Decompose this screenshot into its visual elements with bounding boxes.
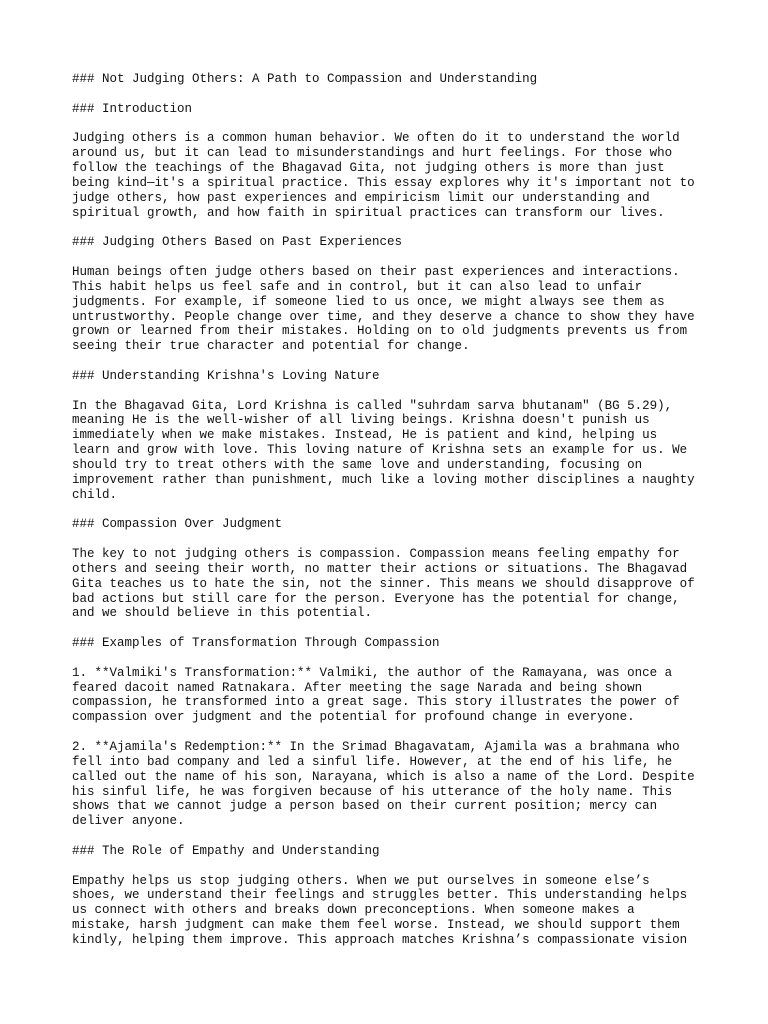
text-line: untrustworthy. People change over time, and they deserve a chance to show they have: [72, 309, 695, 324]
section-heading: [72, 102, 712, 117]
text-line: his sinful life, he was forgiven because of his utterance of the holy name. This: [72, 784, 673, 799]
text-line: being kind—it's a spiritual practice. This essay explores why it's important not to: [72, 175, 695, 190]
text-line: mistake, harsh judgment can make them feel worse. Instead, we should support them: [72, 918, 680, 933]
paragraph: [72, 666, 712, 725]
text-line: feared dacoit named Ratnakara. After meeting the sage Narada and being shown: [72, 680, 643, 695]
text-line: compassion over judgment and the potential for profound change in everyone.: [72, 710, 635, 725]
text-line: Judging others is a common human behavior. We often do it to understand the world: [72, 131, 680, 146]
text-line: The key to not judging others is compassion. Compassion means feeling empathy for: [72, 547, 680, 561]
text-line: immediately when we make mistakes. Instead, He is patient and kind, helping us: [72, 428, 658, 443]
paragraph: [72, 131, 712, 220]
section-heading: [72, 517, 712, 532]
paragraph: [72, 547, 712, 621]
text-line: and we should believe in this potential.: [72, 606, 373, 621]
section-heading: [72, 235, 712, 250]
text-line: should try to treat others with the same love and understanding, focusing on: [72, 457, 643, 472]
text-line: compassion, he transformed into a great sage. This story illustrates the power of: [72, 695, 680, 710]
text-line: ### Introduction: [72, 101, 193, 116]
text-line: called out the name of his son, Narayana, which is also a name of the Lord. Despite: [72, 769, 695, 784]
text-line: deliver anyone.: [72, 814, 185, 829]
text-line: Empathy helps us stop judging others. When we put ourselves in someone else’s: [72, 873, 650, 888]
text-line: kindly, helping them improve. This approach matches Krishna’s compassionate vision: [72, 932, 688, 947]
text-line: ### The Role of Empathy and Understanding: [72, 843, 380, 858]
text-line: follow the teachings of the Bhagavad Gita, not judging others is more than just: [72, 161, 665, 176]
text-line: meaning He is the well-wisher of all living beings. Krishna doesn't punish us: [72, 413, 650, 428]
text-line: others and seeing their worth, no matter their actions or situations. The Bhagavad: [72, 561, 688, 576]
text-line: shows that we cannot judge a person based on their current position; mercy can: [72, 799, 658, 814]
paragraph: [72, 740, 712, 829]
text-line: bad actions but still care for the person. Everyone has the potential for change,: [72, 591, 680, 606]
section-heading: [72, 72, 712, 87]
text-line: improvement rather than punishment, much like a loving mother disciplines a naughty: [72, 472, 695, 487]
text-line: ### Examples of Transformation Through Compassion: [72, 636, 440, 651]
section-heading: [72, 844, 712, 859]
document-page: [72, 72, 712, 963]
text-line: judgments. For example, if someone lied to us once, we might always see them as: [72, 294, 665, 309]
section-heading: [72, 369, 712, 384]
paragraph: [72, 265, 712, 354]
text-line: shoes, we understand their feelings and struggles better. This understanding helps: [72, 888, 688, 903]
text-line: Human beings often judge others based on their past experiences and interactions.: [72, 264, 680, 279]
text-line: around us, but it can lead to misunderstandings and hurt feelings. For those who: [72, 146, 673, 161]
text-line: ### Judging Others Based on Past Experiences: [72, 235, 403, 250]
text-line: child.: [72, 487, 118, 502]
text-line: 1. **Valmiki's Transformation:** Valmiki, the author of the Ramayana, was once a: [72, 665, 673, 680]
section-heading: [72, 636, 712, 651]
text-line: grown or learned from their mistakes. Holding on to old judgments prevents us from: [72, 324, 688, 339]
paragraph: [72, 874, 712, 948]
text-line: In the Bhagavad Gita, Lord Krishna is called "suhrdam sarva bhutanam" (BG 5.29),: [72, 398, 673, 413]
text-line: ### Understanding Krishna's Loving Nature: [72, 368, 380, 383]
text-line: This habit helps us feel safe and in control, but it can also lead to unfair: [72, 279, 643, 294]
text-line: ### Not Judging Others: A Path to Compassion and Understanding: [72, 72, 538, 86]
text-line: seeing their true character and potential for change.: [72, 339, 470, 354]
text-line: us connect with others and breaks down preconceptions. When someone makes a: [72, 903, 635, 918]
text-line: 2. **Ajamila's Redemption:** In the Srimad Bhagavatam, Ajamila was a brahmana who: [72, 739, 680, 754]
text-line: judge others, how past experiences and empiricism limit our understanding and: [72, 190, 650, 205]
text-line: spiritual growth, and how faith in spiritual practices can transform our lives.: [72, 205, 665, 220]
text-line: learn and grow with love. This loving nature of Krishna sets an example for us. We: [72, 443, 688, 458]
text-line: fell into bad company and led a sinful life. However, at the end of his life, he: [72, 754, 673, 769]
paragraph: [72, 399, 712, 503]
text-line: Gita teaches us to hate the sin, not the sinner. This means we should disapprove of: [72, 576, 695, 591]
text-line: ### Compassion Over Judgment: [72, 517, 283, 532]
